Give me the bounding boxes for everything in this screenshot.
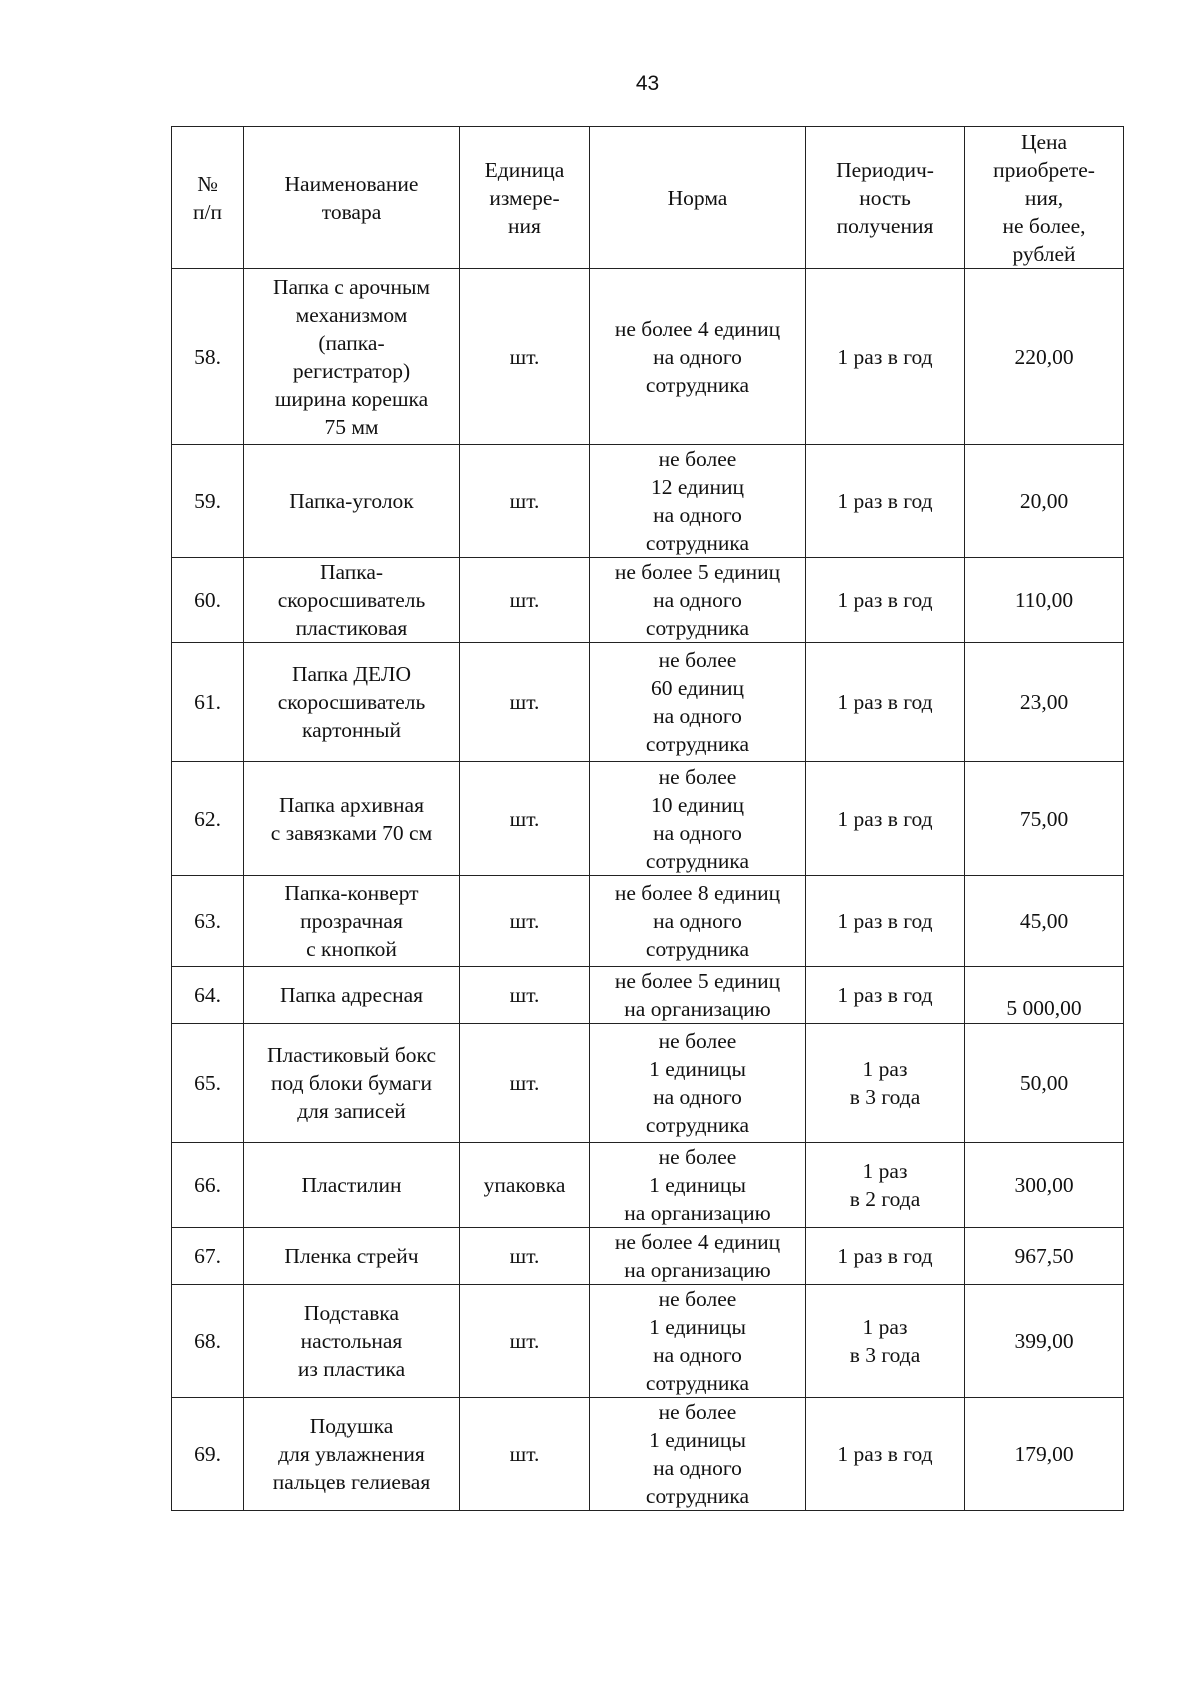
cell-num: 60. (172, 558, 244, 643)
cell-unit: шт. (460, 762, 590, 876)
cell-period: 1 раз в год (806, 558, 965, 643)
cell-unit: упаковка (460, 1143, 590, 1228)
cell-name: Подставка настольная из пластика (244, 1285, 460, 1398)
cell-num: 62. (172, 762, 244, 876)
table-row (172, 1228, 1124, 1285)
table-row (172, 558, 1124, 643)
cell-norm: не более 12 единиц на одного сотрудника (590, 445, 806, 558)
header-num: № п/п (172, 127, 244, 269)
table-row (172, 269, 1124, 445)
cell-price: 45,00 (965, 876, 1124, 967)
table-row (172, 762, 1124, 876)
table-row (172, 876, 1124, 967)
cell-name: Пластилин (244, 1143, 460, 1228)
cell-unit: шт. (460, 1228, 590, 1285)
cell-name: Папка адресная (244, 967, 460, 1024)
cell-num: 59. (172, 445, 244, 558)
price-table (171, 126, 1124, 1511)
cell-period: 1 раз в год (806, 643, 965, 762)
table-header-row (172, 127, 1124, 269)
cell-name: Подушка для увлажнения пальцев гелиевая (244, 1398, 460, 1511)
cell-norm: не более 60 единиц на одного сотрудника (590, 643, 806, 762)
cell-unit: шт. (460, 967, 590, 1024)
cell-price: 110,00 (965, 558, 1124, 643)
cell-num: 67. (172, 1228, 244, 1285)
cell-name: Папка- скоросшиватель пластиковая (244, 558, 460, 643)
cell-unit: шт. (460, 269, 590, 445)
cell-name: Папка архивная с завязками 70 см (244, 762, 460, 876)
cell-num: 63. (172, 876, 244, 967)
cell-norm: не более 5 единиц на одного сотрудника (590, 558, 806, 643)
cell-price: 5 000,00 (965, 967, 1124, 1024)
cell-norm: не более 1 единицы на одного сотрудника (590, 1285, 806, 1398)
cell-norm: не более 4 единиц на организацию (590, 1228, 806, 1285)
page-number: 43 (635, 72, 660, 95)
cell-num: 68. (172, 1285, 244, 1398)
cell-num: 64. (172, 967, 244, 1024)
cell-period: 1 раз в год (806, 445, 965, 558)
cell-period: 1 раз в год (806, 269, 965, 445)
cell-norm: не более 1 единицы на организацию (590, 1143, 806, 1228)
table-row (172, 1143, 1124, 1228)
cell-name: Пластиковый бокс под блоки бумаги для записей (244, 1024, 460, 1143)
cell-price: 20,00 (965, 445, 1124, 558)
cell-period: 1 раз в год (806, 1398, 965, 1511)
cell-price: 300,00 (965, 1143, 1124, 1228)
cell-price: 179,00 (965, 1398, 1124, 1511)
header-unit: Единица измере- ния (460, 127, 590, 269)
table-row (172, 967, 1124, 1024)
cell-price: 967,50 (965, 1228, 1124, 1285)
cell-name: Папка с арочным механизмом (папка- регистратор) ширина корешка 75 мм (244, 269, 460, 445)
table-row (172, 1398, 1124, 1511)
cell-num: 58. (172, 269, 244, 445)
cell-price: 75,00 (965, 762, 1124, 876)
table-row (172, 1024, 1124, 1143)
cell-num: 61. (172, 643, 244, 762)
cell-num: 65. (172, 1024, 244, 1143)
cell-norm: не более 10 единиц на одного сотрудника (590, 762, 806, 876)
cell-name: Папка-конверт прозрачная с кнопкой (244, 876, 460, 967)
cell-period: 1 раз в год (806, 967, 965, 1024)
cell-num: 66. (172, 1143, 244, 1228)
cell-unit: шт. (460, 558, 590, 643)
cell-period: 1 раз в 3 года (806, 1024, 965, 1143)
header-norm: Норма (590, 127, 806, 269)
cell-unit: шт. (460, 445, 590, 558)
header-price: Цена приобрете- ния, не более, рублей (965, 127, 1124, 269)
cell-name: Пленка стрейч (244, 1228, 460, 1285)
cell-unit: шт. (460, 643, 590, 762)
cell-unit: шт. (460, 1285, 590, 1398)
cell-norm: не более 4 единиц на одного сотрудника (590, 269, 806, 445)
cell-period: 1 раз в 3 года (806, 1285, 965, 1398)
cell-period: 1 раз в год (806, 876, 965, 967)
cell-unit: шт. (460, 876, 590, 967)
cell-unit: шт. (460, 1398, 590, 1511)
cell-name: Папка-уголок (244, 445, 460, 558)
cell-price: 399,00 (965, 1285, 1124, 1398)
cell-num: 69. (172, 1398, 244, 1511)
table-row (172, 1285, 1124, 1398)
cell-price: 23,00 (965, 643, 1124, 762)
cell-price: 220,00 (965, 269, 1124, 445)
cell-norm: не более 1 единицы на одного сотрудника (590, 1024, 806, 1143)
cell-name: Папка ДЕЛО скоросшиватель картонный (244, 643, 460, 762)
cell-norm: не более 5 единиц на организацию (590, 967, 806, 1024)
cell-period: 1 раз в 2 года (806, 1143, 965, 1228)
cell-period: 1 раз в год (806, 1228, 965, 1285)
header-period: Периодич- ность получения (806, 127, 965, 269)
table-row (172, 643, 1124, 762)
table-row (172, 445, 1124, 558)
cell-period: 1 раз в год (806, 762, 965, 876)
cell-price: 50,00 (965, 1024, 1124, 1143)
cell-norm: не более 1 единицы на одного сотрудника (590, 1398, 806, 1511)
header-name: Наименование товара (244, 127, 460, 269)
cell-unit: шт. (460, 1024, 590, 1143)
cell-norm: не более 8 единиц на одного сотрудника (590, 876, 806, 967)
